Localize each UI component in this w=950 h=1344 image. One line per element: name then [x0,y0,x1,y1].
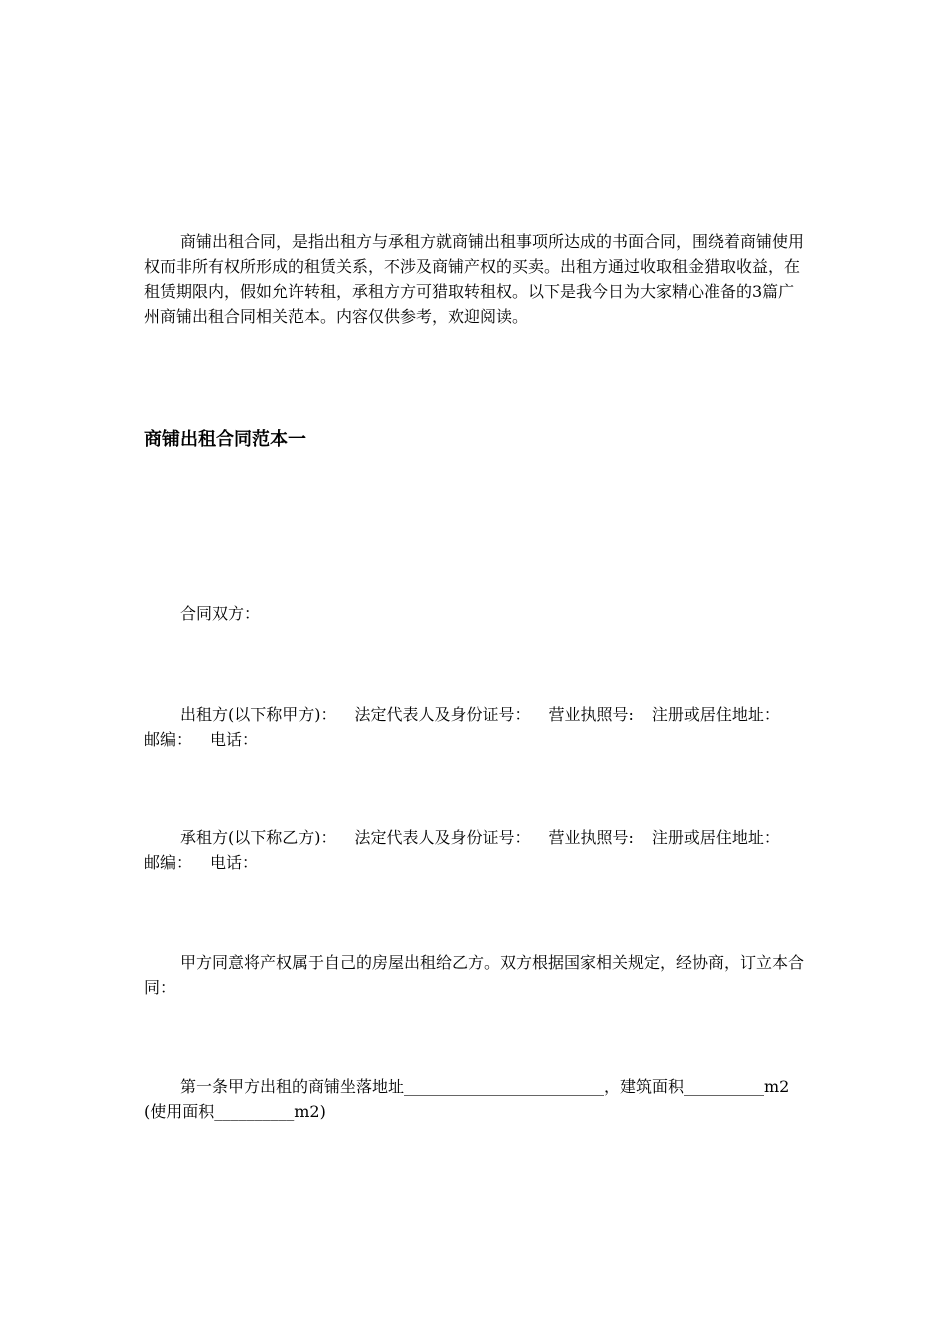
lessor-rep: 法定代表人及身份证号： [354,705,531,724]
lessee-role: 承租方(以下称乙方)： [180,828,337,847]
lessor-phone: 电话： [210,730,259,749]
lessee-license: 营业执照号: [548,828,634,847]
section-title: 商铺出租合同范本一 [144,429,306,450]
lessor-license: 营业执照号: [548,705,634,724]
article-1: 第一条甲方出租的商铺坐落地址_________________________，建筑面积__________m2(使用面积__________m2) [144,1077,790,1121]
lessee-phone: 电话： [210,853,259,872]
agreement-paragraph: 甲方同意将产权属于自己的房屋出租给乙方。双方根据国家相关规定，经协商，订立本合同： [144,953,805,997]
lessor-block [144,702,804,752]
lessor-postcode: 邮编： [144,730,193,749]
lessee-postcode: 邮编： [144,853,193,872]
intro-paragraph: 商铺出租合同，是指出租方与承租方就商铺出租事项所达成的书面合同，围绕着商铺使用权而非所有权所形成的租赁关系，不涉及商铺产权的买卖。出租方通过收取租金猎取收益，在租赁期限内，假如允许转租，承租方方可猎取转租权。以下是我今日为大家精心准备的3篇广州商铺出租合同相关范本。内容仅供参考，欢迎阅读。 [144,232,805,326]
lessor-address: 注册或居住地址： [651,705,780,724]
parties-label: 合同双方： [180,604,261,623]
lessee-block [144,825,804,875]
lessee-address: 注册或居住地址： [651,828,780,847]
lessee-rep: 法定代表人及身份证号： [354,828,531,847]
lessor-role: 出租方(以下称甲方)： [180,705,337,724]
